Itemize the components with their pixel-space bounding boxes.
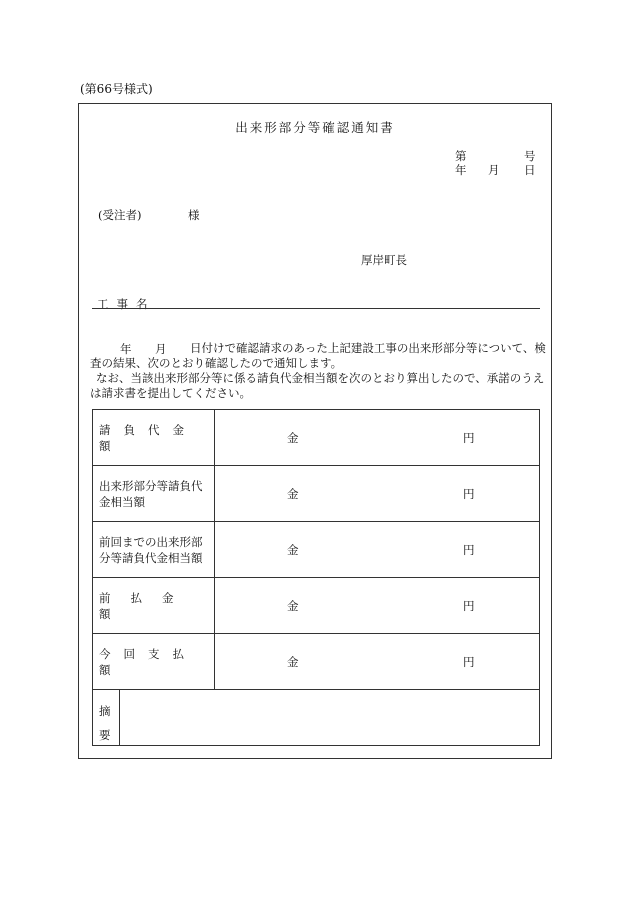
project-name-label: 工事名 xyxy=(97,297,156,311)
table-row xyxy=(93,410,540,466)
form-number: (第66号様式) xyxy=(80,82,153,96)
date-day-label: 日 xyxy=(524,163,536,177)
table-row xyxy=(93,634,540,690)
amount-cell[interactable]: 金 円 xyxy=(215,522,540,578)
date-month-label: 月 xyxy=(488,163,500,177)
remarks-label: 摘要 xyxy=(99,704,111,742)
body-date-month: 月 xyxy=(155,342,167,356)
number-prefix: 第 xyxy=(455,149,467,163)
row-label: 前回までの出来形部分等請負代金相当額 xyxy=(93,522,215,578)
sender-title: 厚岸町長 xyxy=(361,253,407,267)
body-paragraph-1-text: 日付けで確認請求のあった上記建設工事の出来形部分等について、検査の結果、次のとおり確認したので通知します。 xyxy=(90,341,546,370)
row-label: 請負代金額 xyxy=(93,410,215,466)
remarks-box[interactable] xyxy=(92,689,540,746)
row-label: 出来形部分等請負代金相当額 xyxy=(93,466,215,522)
body-date-year: 年 xyxy=(120,342,132,356)
table-row xyxy=(93,578,540,634)
amounts-table xyxy=(92,409,540,690)
contractor-label: (受注者) xyxy=(98,208,142,222)
amount-cell[interactable]: 金 円 xyxy=(215,410,540,466)
document-title: 出来形部分等確認通知書 xyxy=(235,120,395,135)
honorific: 様 xyxy=(188,208,200,222)
date-year-label: 年 xyxy=(455,163,467,177)
amount-cell[interactable]: 金 円 xyxy=(215,578,540,634)
amount-cell[interactable]: 金 円 xyxy=(215,634,540,690)
number-suffix: 号 xyxy=(524,149,536,163)
remarks-label-cell xyxy=(93,689,120,745)
table-row xyxy=(93,522,540,578)
row-label: 前払金額 xyxy=(93,578,215,634)
body-paragraph-1 xyxy=(90,341,546,371)
project-name-underline xyxy=(92,308,540,309)
amount-cell[interactable]: 金 円 xyxy=(215,466,540,522)
table-row xyxy=(93,466,540,522)
body-paragraph-2: なお、当該出来形部分等に係る請負代金相当額を次のとおり算出したので、承諾のうえは請求書を提出してください。 xyxy=(90,371,545,400)
row-label: 今回支払額 xyxy=(93,634,215,690)
